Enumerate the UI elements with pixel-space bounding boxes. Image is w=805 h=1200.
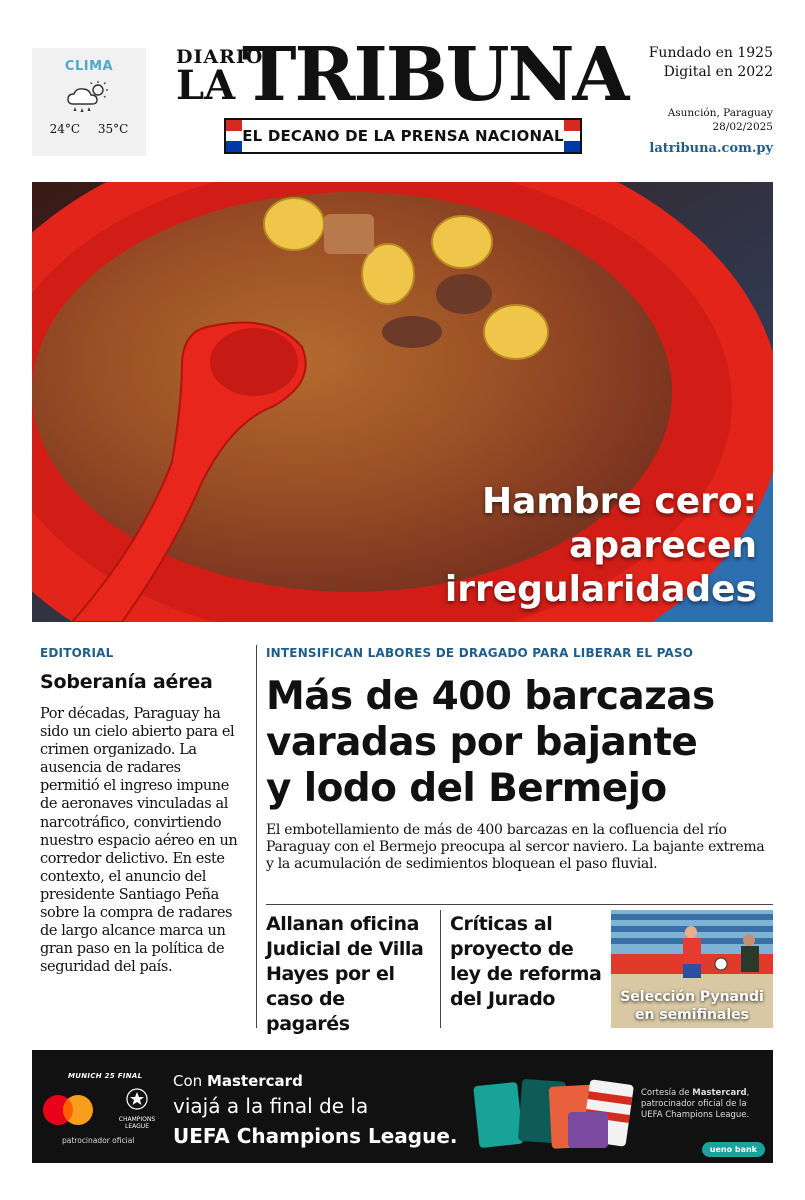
ucl-line2: LEAGUE: [125, 1123, 149, 1130]
secondary-story-2[interactable]: Críticas al proyecto de ley de reforma del Jurado: [450, 913, 602, 1010]
ad-courtesy-rest: , patrocinador oficial de la UEFA Champions League.: [641, 1088, 750, 1120]
editorial-column[interactable]: [40, 646, 244, 976]
main-lead: El embotellamiento de más de 400 barcazas en la cofluencia del río Paraguay con el Bermejo preocupa al sercor naviero. La bajante extrema y la acumulación de sedimientos bloquean el paso fluvial.: [266, 822, 765, 872]
slogan: EL DECANO DE LA PRENSA NACIONAL: [242, 127, 564, 145]
hero-headline[interactable]: [445, 480, 757, 612]
main-headline-line1: Más de 400 barcazas: [266, 674, 715, 719]
ad-sponsor-label: patrocinador oficial: [62, 1136, 135, 1145]
ucl-text: [116, 1116, 158, 1130]
website-link[interactable]: latribuna.com.py: [649, 141, 773, 156]
partly-cloudy-rain-icon: [65, 80, 113, 114]
ad-line3: UEFA Champions League.: [173, 1124, 458, 1148]
editorial-title[interactable]: Soberanía aérea: [40, 671, 213, 693]
hero-headline-line1: Hambre cero:: [481, 481, 757, 522]
section-divider: [266, 904, 773, 905]
masthead-diario: DIARIO: [176, 46, 264, 68]
main-headline[interactable]: [266, 674, 774, 812]
ucl-logo: [116, 1088, 158, 1130]
sports-caption-line2: en semifinales: [635, 1007, 749, 1023]
main-story[interactable]: [266, 646, 774, 873]
temp-max: 35°C: [97, 122, 129, 136]
masthead-name: TRIBUNA: [242, 32, 628, 118]
sports-caption-line1: Selección Pynandi: [620, 989, 764, 1005]
editorial-kicker: EDITORIAL: [40, 646, 114, 660]
hero-story[interactable]: [32, 182, 773, 622]
ad-event: MUNICH 25 FINAL: [68, 1072, 143, 1080]
digital-year: Digital en 2022: [663, 64, 773, 80]
column-divider: [256, 645, 257, 1028]
ucl-starball-icon: [126, 1088, 148, 1110]
weather-widget: [32, 48, 146, 156]
main-kicker: INTENSIFICAN LABORES DE DRAGADO PARA LIBERAR EL PASO: [266, 646, 694, 660]
founded-info: [649, 44, 773, 82]
main-headline-line3: y lodo del Bermejo: [266, 766, 667, 811]
ad-courtesy-brand: Mastercard: [692, 1088, 747, 1098]
masthead-logo[interactable]: [176, 32, 630, 162]
ad-line1: [173, 1072, 303, 1090]
date: 28/02/2025: [712, 121, 773, 133]
mastercard-logo-icon: [40, 1092, 96, 1128]
hero-headline-line3: irregularidades: [444, 569, 757, 610]
weather-label: CLIMA: [64, 59, 114, 74]
ad-line2: viajá a la final de la: [173, 1094, 369, 1118]
editorial-body: Por décadas, Paraguay ha sido un cielo abierto para el crimen organizado. La ausencia de radares permitió el ingreso impune de aeronaves vinculadas al narcotráfico, convirtiendo nuestro espacio aéreo en un corredor delictivo. En este contexto, el anuncio del presidente Santiago Peña sobre la compra de radares de largo alcance marca un gran paso en la política de seguridad del país.: [40, 706, 238, 976]
bank-cards-image: [468, 1072, 638, 1152]
masthead-la: LA: [176, 62, 236, 109]
flag-right-icon: [564, 120, 580, 152]
mastercard-ad-banner[interactable]: [32, 1050, 773, 1163]
ad-line1-brand: Mastercard: [206, 1072, 303, 1090]
sports-caption: [611, 988, 773, 1024]
founded-year: Fundado en 1925: [648, 45, 773, 61]
location-date: [668, 106, 773, 134]
ad-courtesy: [641, 1088, 759, 1121]
location: Asunción, Paraguay: [667, 107, 773, 119]
main-headline-line2: varadas por bajante: [266, 720, 698, 765]
column-divider: [440, 910, 441, 1028]
secondary-story-1[interactable]: Allanan oficina Judicial de Villa Hayes por el caso de pagarés: [266, 913, 424, 1035]
sports-story[interactable]: [611, 910, 773, 1028]
hero-headline-line2: aparecen: [569, 525, 757, 566]
slogan-box: [224, 118, 582, 154]
ucl-line1: CHAMPIONS: [118, 1116, 156, 1123]
weather-temps: [32, 122, 146, 136]
ad-courtesy-pre: Cortesía de: [641, 1088, 693, 1098]
ueno-bank-logo: ueno bank: [702, 1142, 765, 1157]
ad-line1-pre: Con: [173, 1072, 207, 1090]
temp-min: 24°C: [49, 122, 81, 136]
flag-left-icon: [226, 120, 242, 152]
